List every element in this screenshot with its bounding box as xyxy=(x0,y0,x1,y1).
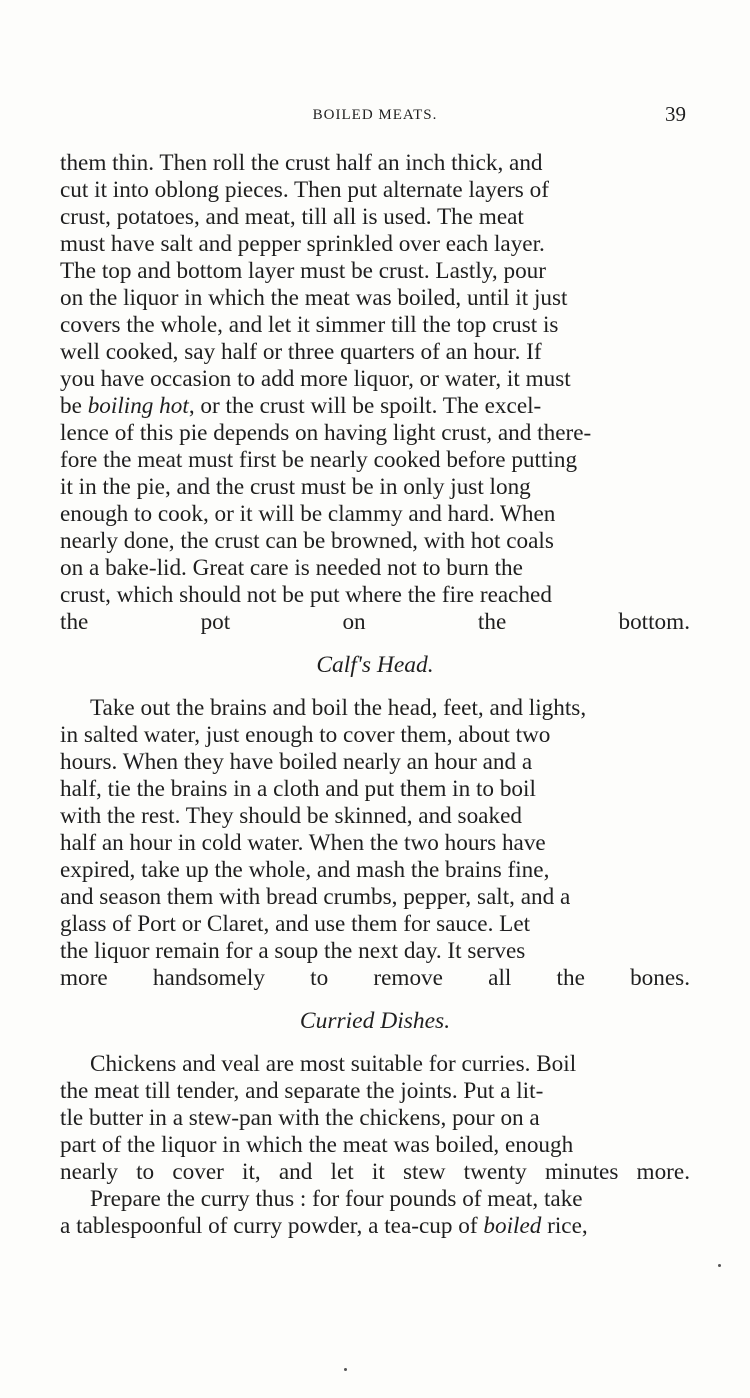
book-page xyxy=(60,0,690,1398)
section-heading-calfs-head: Calf's Head. xyxy=(316,652,434,678)
text-line-content: Prepare the curry thus : for four pounds of meat, take xyxy=(90,1186,583,1212)
text-line-content xyxy=(60,393,541,420)
text-line xyxy=(60,695,690,722)
text-line xyxy=(60,420,690,447)
text-line-content: with the rest. They should be skinned, and soaked xyxy=(60,803,522,829)
text-line-content: enough to cook, or it will be clammy and hard. When xyxy=(60,501,556,527)
text-line xyxy=(60,965,690,992)
curried-dishes-paragraph xyxy=(60,1051,690,1186)
text-line-content: lence of this pie depends on having light crust, and there- xyxy=(60,420,592,446)
text-line xyxy=(60,1078,690,1105)
text-line-content xyxy=(60,1213,588,1240)
text-line-content: tle butter in a stew-pan with the chickens, pour on a xyxy=(60,1105,540,1131)
text-line-content: nearly to cover it, and let it stew twenty minutes more. xyxy=(60,1159,690,1185)
text-line xyxy=(60,582,690,609)
text-line-content: glass of Port or Claret, and use them for sauce. Let xyxy=(60,911,531,937)
text-line-content: half an hour in cold water. When the two hours have xyxy=(60,830,546,856)
text-line-content: part of the liquor in which the meat was boiled, enough xyxy=(60,1132,574,1158)
calfs-head-paragraph xyxy=(60,695,690,992)
text-line-content: half, tie the brains in a cloth and put them in to boil xyxy=(60,776,536,802)
text-line xyxy=(60,366,690,393)
text-line-content: more handsomely to remove all the bones. xyxy=(60,965,690,991)
text-line-content: The top and bottom layer must be crust. Lastly, pour xyxy=(60,258,546,284)
text-line xyxy=(60,339,690,366)
text-line xyxy=(60,555,690,582)
text-line-content: you have occasion to add more liquor, or water, it must xyxy=(60,366,571,392)
text-line xyxy=(60,204,690,231)
ink-speck xyxy=(344,1368,347,1371)
body-text xyxy=(60,150,690,1240)
italic-phrase: boiling hot xyxy=(87,393,189,419)
text-line xyxy=(60,474,690,501)
text-line xyxy=(60,258,690,285)
text-line-content: on a bake-lid. Great care is needed not to burn the xyxy=(60,555,523,581)
curry-preparation-paragraph xyxy=(60,1186,690,1240)
text-line-content: crust, which should not be put where the fire reached xyxy=(60,582,552,608)
text-line xyxy=(60,911,690,938)
text-line-content: in salted water, just enough to cover them, about two xyxy=(60,722,551,748)
text-line xyxy=(60,1213,690,1240)
text-line-content: nearly done, the crust can be browned, with hot coals xyxy=(60,528,554,554)
text-line xyxy=(60,528,690,555)
intro-paragraph xyxy=(60,150,690,636)
text-line xyxy=(60,1159,690,1186)
text-line-content: them thin. Then roll the crust half an inch thick, and xyxy=(60,150,543,176)
text-line-content: must have salt and pepper sprinkled over each layer. xyxy=(60,231,545,257)
text-line xyxy=(60,447,690,474)
text-line xyxy=(60,609,690,636)
text-line-content: fore the meat must first be nearly cooked before putting xyxy=(60,447,578,473)
text-line-content: expired, take up the whole, and mash the brains fine, xyxy=(60,857,550,883)
section-heading-curried-dishes: Curried Dishes. xyxy=(299,1008,451,1034)
text-line xyxy=(60,1105,690,1132)
text-line xyxy=(60,285,690,312)
text-line xyxy=(60,1051,690,1078)
text-line xyxy=(60,938,690,965)
text-line-content: crust, potatoes, and meat, till all is used. The meat xyxy=(60,204,524,230)
ink-speck xyxy=(718,1264,721,1267)
running-title: BOILED MEATS. xyxy=(312,107,438,123)
text-line-content: the liquor remain for a soup the next day. It serves xyxy=(60,938,526,964)
text-line xyxy=(60,312,690,339)
text-line xyxy=(60,177,690,204)
text-line xyxy=(60,501,690,528)
text-line xyxy=(60,150,690,177)
text-line-content: and season them with bread crumbs, pepper, salt, and a xyxy=(60,884,571,910)
text-line-content: it in the pie, and the crust must be in only just long xyxy=(60,474,531,500)
text-line xyxy=(60,1132,690,1159)
text-line xyxy=(60,393,690,420)
text-line-content: the pot on the bottom. xyxy=(60,609,690,635)
text-line-content: hours. When they have boiled nearly an hour and a xyxy=(60,749,533,775)
text-line xyxy=(60,884,690,911)
text-line-content: cut it into oblong pieces. Then put alternate layers of xyxy=(60,177,549,203)
text-after-italic: , or the crust will be spoilt. The excel- xyxy=(188,393,542,419)
text-line-content: covers the whole, and let it simmer till the top crust is xyxy=(60,312,559,338)
text-line xyxy=(60,231,690,258)
text-line-content: Chickens and veal are most suitable for curries. Boil xyxy=(90,1051,577,1077)
text-line xyxy=(60,776,690,803)
text-line xyxy=(60,830,690,857)
text-line xyxy=(60,749,690,776)
page-number: 39 xyxy=(665,102,686,126)
text-line xyxy=(60,1186,690,1213)
text-line-content: well cooked, say half or three quarters of an hour. If xyxy=(60,339,542,365)
text-line xyxy=(60,857,690,884)
text-before-italic: a tablespoonful of curry powder, a tea-cup of xyxy=(60,1213,484,1239)
italic-word: boiled xyxy=(483,1213,542,1239)
text-line xyxy=(60,722,690,749)
text-line-content: Take out the brains and boil the head, feet, and lights, xyxy=(90,695,587,721)
text-line-content: the meat till tender, and separate the joints. Put a lit- xyxy=(60,1078,544,1104)
text-before-italic: be xyxy=(60,393,88,419)
text-line xyxy=(60,803,690,830)
text-after-italic: rice, xyxy=(541,1213,588,1239)
running-head xyxy=(60,104,690,134)
text-line-content: on the liquor in which the meat was boiled, until it just xyxy=(60,285,568,311)
